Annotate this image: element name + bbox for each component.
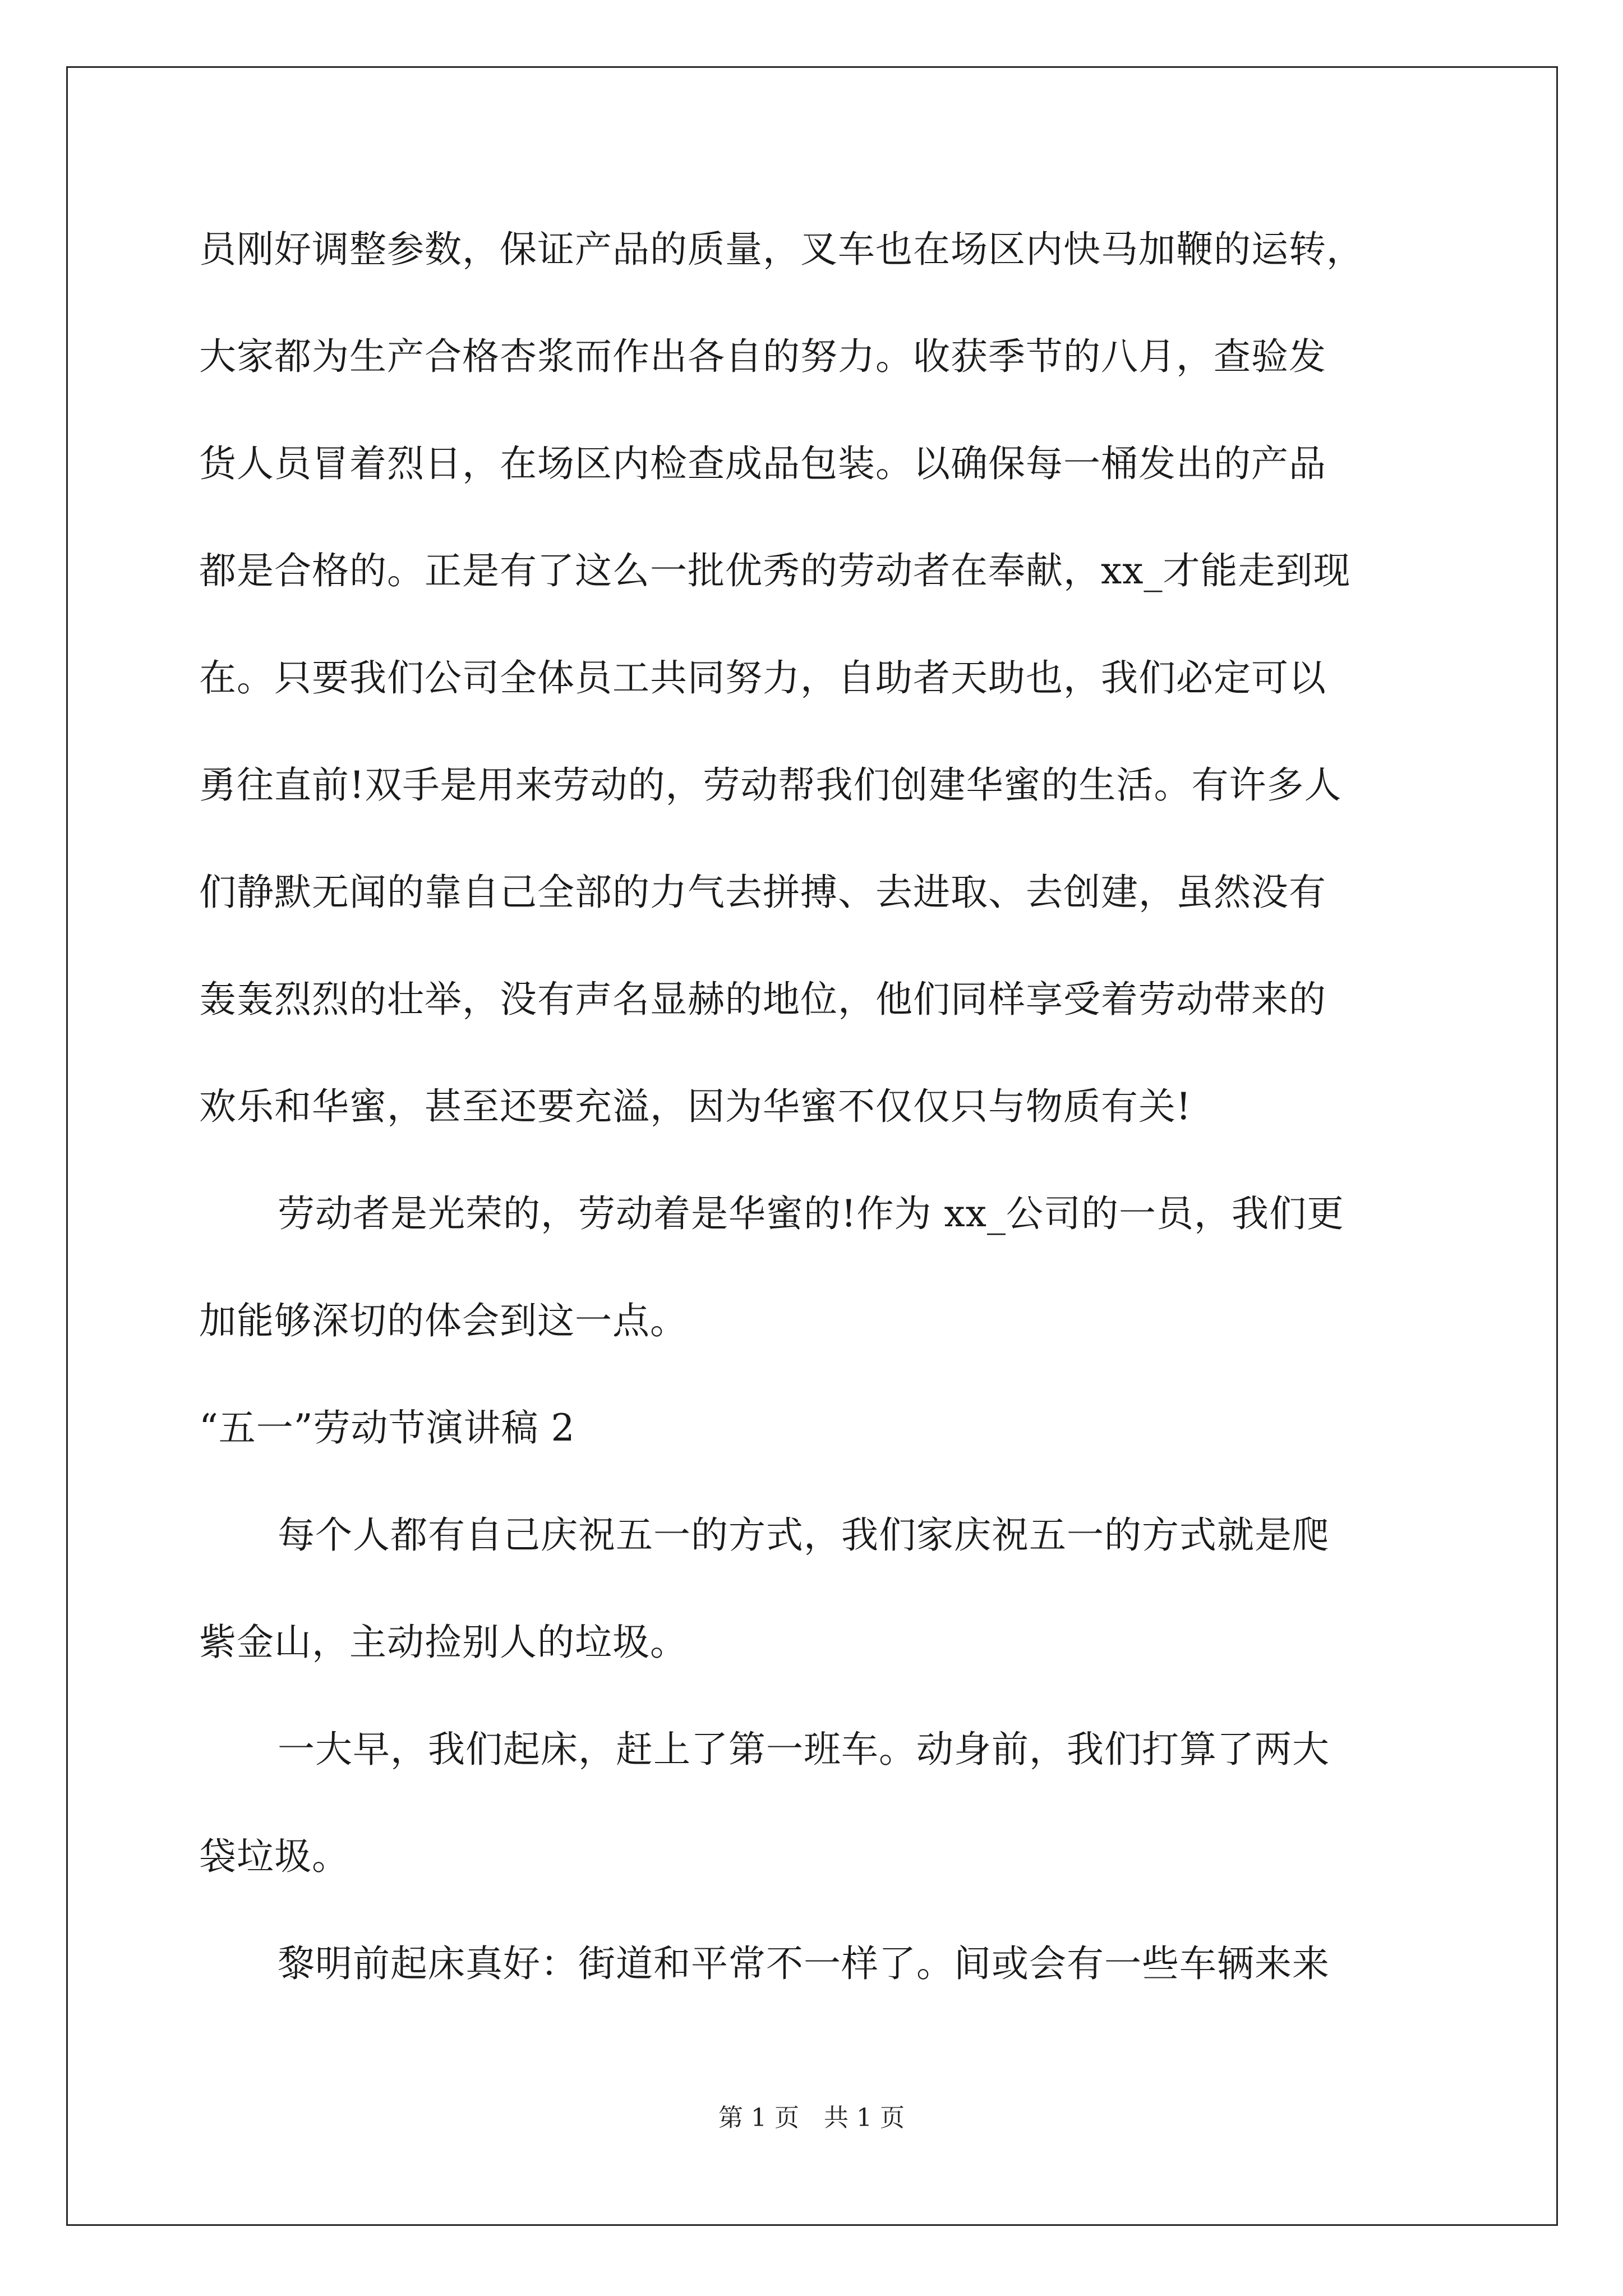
text-line: 员刚好调整参数，保证产品的质量，叉车也在场区内快马加鞭的运转，: [199, 228, 1364, 271]
text-line: 紫金山，主动捡别人的垃圾。: [199, 1621, 688, 1664]
paragraph-first-line: 每个人都有自己庆祝五一的方式，我们家庆祝五一的方式就是爬: [278, 1513, 1330, 1557]
section-heading: “五一”劳动节演讲稿 2: [199, 1406, 575, 1450]
text-line: 大家都为生产合格杏浆而作出各自的努力。收获季节的八月，查验发: [199, 335, 1326, 378]
text-line: 加能够深切的体会到这一点。: [199, 1299, 688, 1342]
paragraph-first-line: 一大早，我们起床，赶上了第一班车。动身前，我们打算了两大: [278, 1728, 1330, 1771]
paragraph-first-line: 劳动者是光荣的，劳动着是华蜜的!作为 xx_公司的一员，我们更: [278, 1192, 1344, 1235]
page-number-footer: 第 1 页 共 1 页: [718, 2104, 905, 2132]
text-line: 都是合格的。正是有了这么一批优秀的劳动者在奉献，xx_才能走到现: [199, 549, 1351, 592]
text-line: 货人员冒着烈日，在场区内检查成品包装。以确保每一桶发出的产品: [199, 442, 1326, 485]
paragraph-first-line: 黎明前起床真好：街道和平常不一样了。间或会有一些车辆来来: [278, 1942, 1330, 1985]
text-line: 轰轰烈烈的壮举，没有声名显赫的地位，他们同样享受着劳动带来的: [199, 978, 1326, 1021]
page-border: [66, 66, 1558, 2226]
text-line: 袋垃圾。: [199, 1835, 349, 1878]
text-line: 勇往直前!双手是用来劳动的，劳动帮我们创建华蜜的生活。有许多人: [199, 763, 1342, 807]
text-line: 欢乐和华蜜，甚至还要充溢，因为华蜜不仅仅只与物质有关!: [199, 1085, 1192, 1128]
text-line: 们静默无闻的靠自己全部的力气去拼搏、去进取、去创建，虽然没有: [199, 871, 1326, 914]
text-line: 在。只要我们公司全体员工共同努力，自助者天助也，我们必定可以: [199, 656, 1326, 700]
